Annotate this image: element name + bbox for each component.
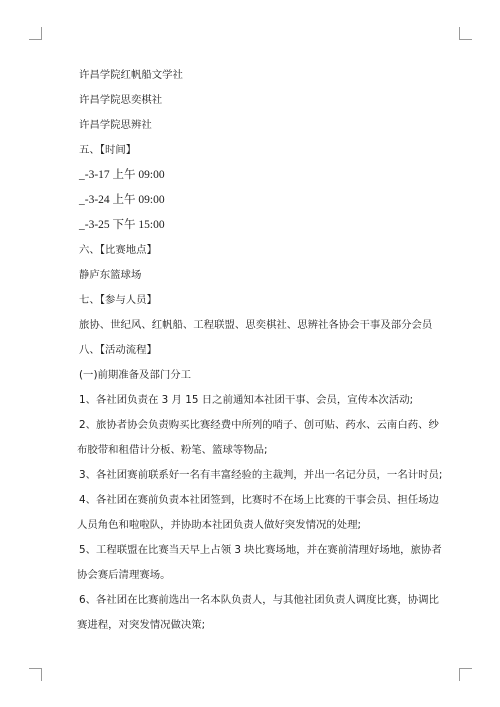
- page-corner-mark-top-left: [29, 27, 42, 40]
- section-heading-process: 八、【活动流程】: [79, 344, 157, 356]
- subsection-heading-preparation: (一)前期准备及部门分工: [79, 369, 192, 381]
- task-item: [79, 543, 443, 582]
- section-heading-venue: 六、【比赛地点】: [79, 244, 157, 256]
- club-name-line: 许昌学院思奕棋社: [79, 94, 163, 106]
- task-item-line: 2、旅协者协会负责购买比赛经费中所列的哨子、创可贴、药水、云南白药、纱: [79, 419, 439, 431]
- participants-line: 旅协、世纪风、红帆船、工程联盟、思奕棋社、思辨社各协会干事及部分会员: [79, 319, 433, 331]
- club-name-line: 许昌学院红帆船文学社: [79, 69, 183, 81]
- task-item: [79, 468, 443, 482]
- page-corner-mark-top-right: [459, 27, 472, 40]
- task-item-line: 4、各社团在赛前负责本社团签到，比赛时不在场上比赛的干事会员、担任场边: [79, 494, 439, 506]
- task-item: 1、各社团负责在 3 月 15 日之前通知本社团干事、会员，宣传本次活动;: [79, 394, 414, 406]
- schedule-line: _-3-24 上午 09:00: [79, 194, 165, 206]
- task-item-line: 5、工程联盟在比赛当天早上占领 3 块比赛场地，并在赛前清理好场地，旅协者: [79, 544, 442, 556]
- task-item: [79, 593, 443, 632]
- venue-line: 静庐东篮球场: [79, 269, 142, 281]
- task-item-line: 协会赛后清理赛场。: [77, 569, 171, 581]
- task-item: [79, 418, 443, 457]
- page-corner-mark-bottom-right: [459, 668, 472, 681]
- task-item-line: 3、各社团赛前联系好一名有丰富经验的主裁判，并出一名记分员，一名计时员;: [79, 469, 443, 481]
- schedule-line: _-3-17 上午 09:00: [79, 169, 165, 181]
- task-item-line: 赛进程，对突发情况做决策;: [77, 619, 206, 631]
- schedule-line: _-3-25 下午 15:00: [79, 219, 165, 231]
- task-item: [79, 493, 443, 532]
- section-heading-time: 五、【时间】: [79, 144, 137, 156]
- task-item-line: 布胶带和租借计分板、粉笔、篮球等物品;: [77, 444, 268, 456]
- club-name-line: 许昌学院思辨社: [79, 119, 152, 131]
- document-body: [79, 68, 443, 643]
- task-item-line: 人员角色和啦啦队，并协助本社团负责人做好突发情况的处理;: [77, 519, 362, 531]
- page-corner-mark-bottom-left: [29, 668, 42, 681]
- task-item-line: 6、各社团在比赛前选出一名本队负责人，与其他社团负责人调度比赛，协调比: [79, 594, 439, 606]
- section-heading-participants: 七、【参与人员】: [79, 294, 157, 306]
